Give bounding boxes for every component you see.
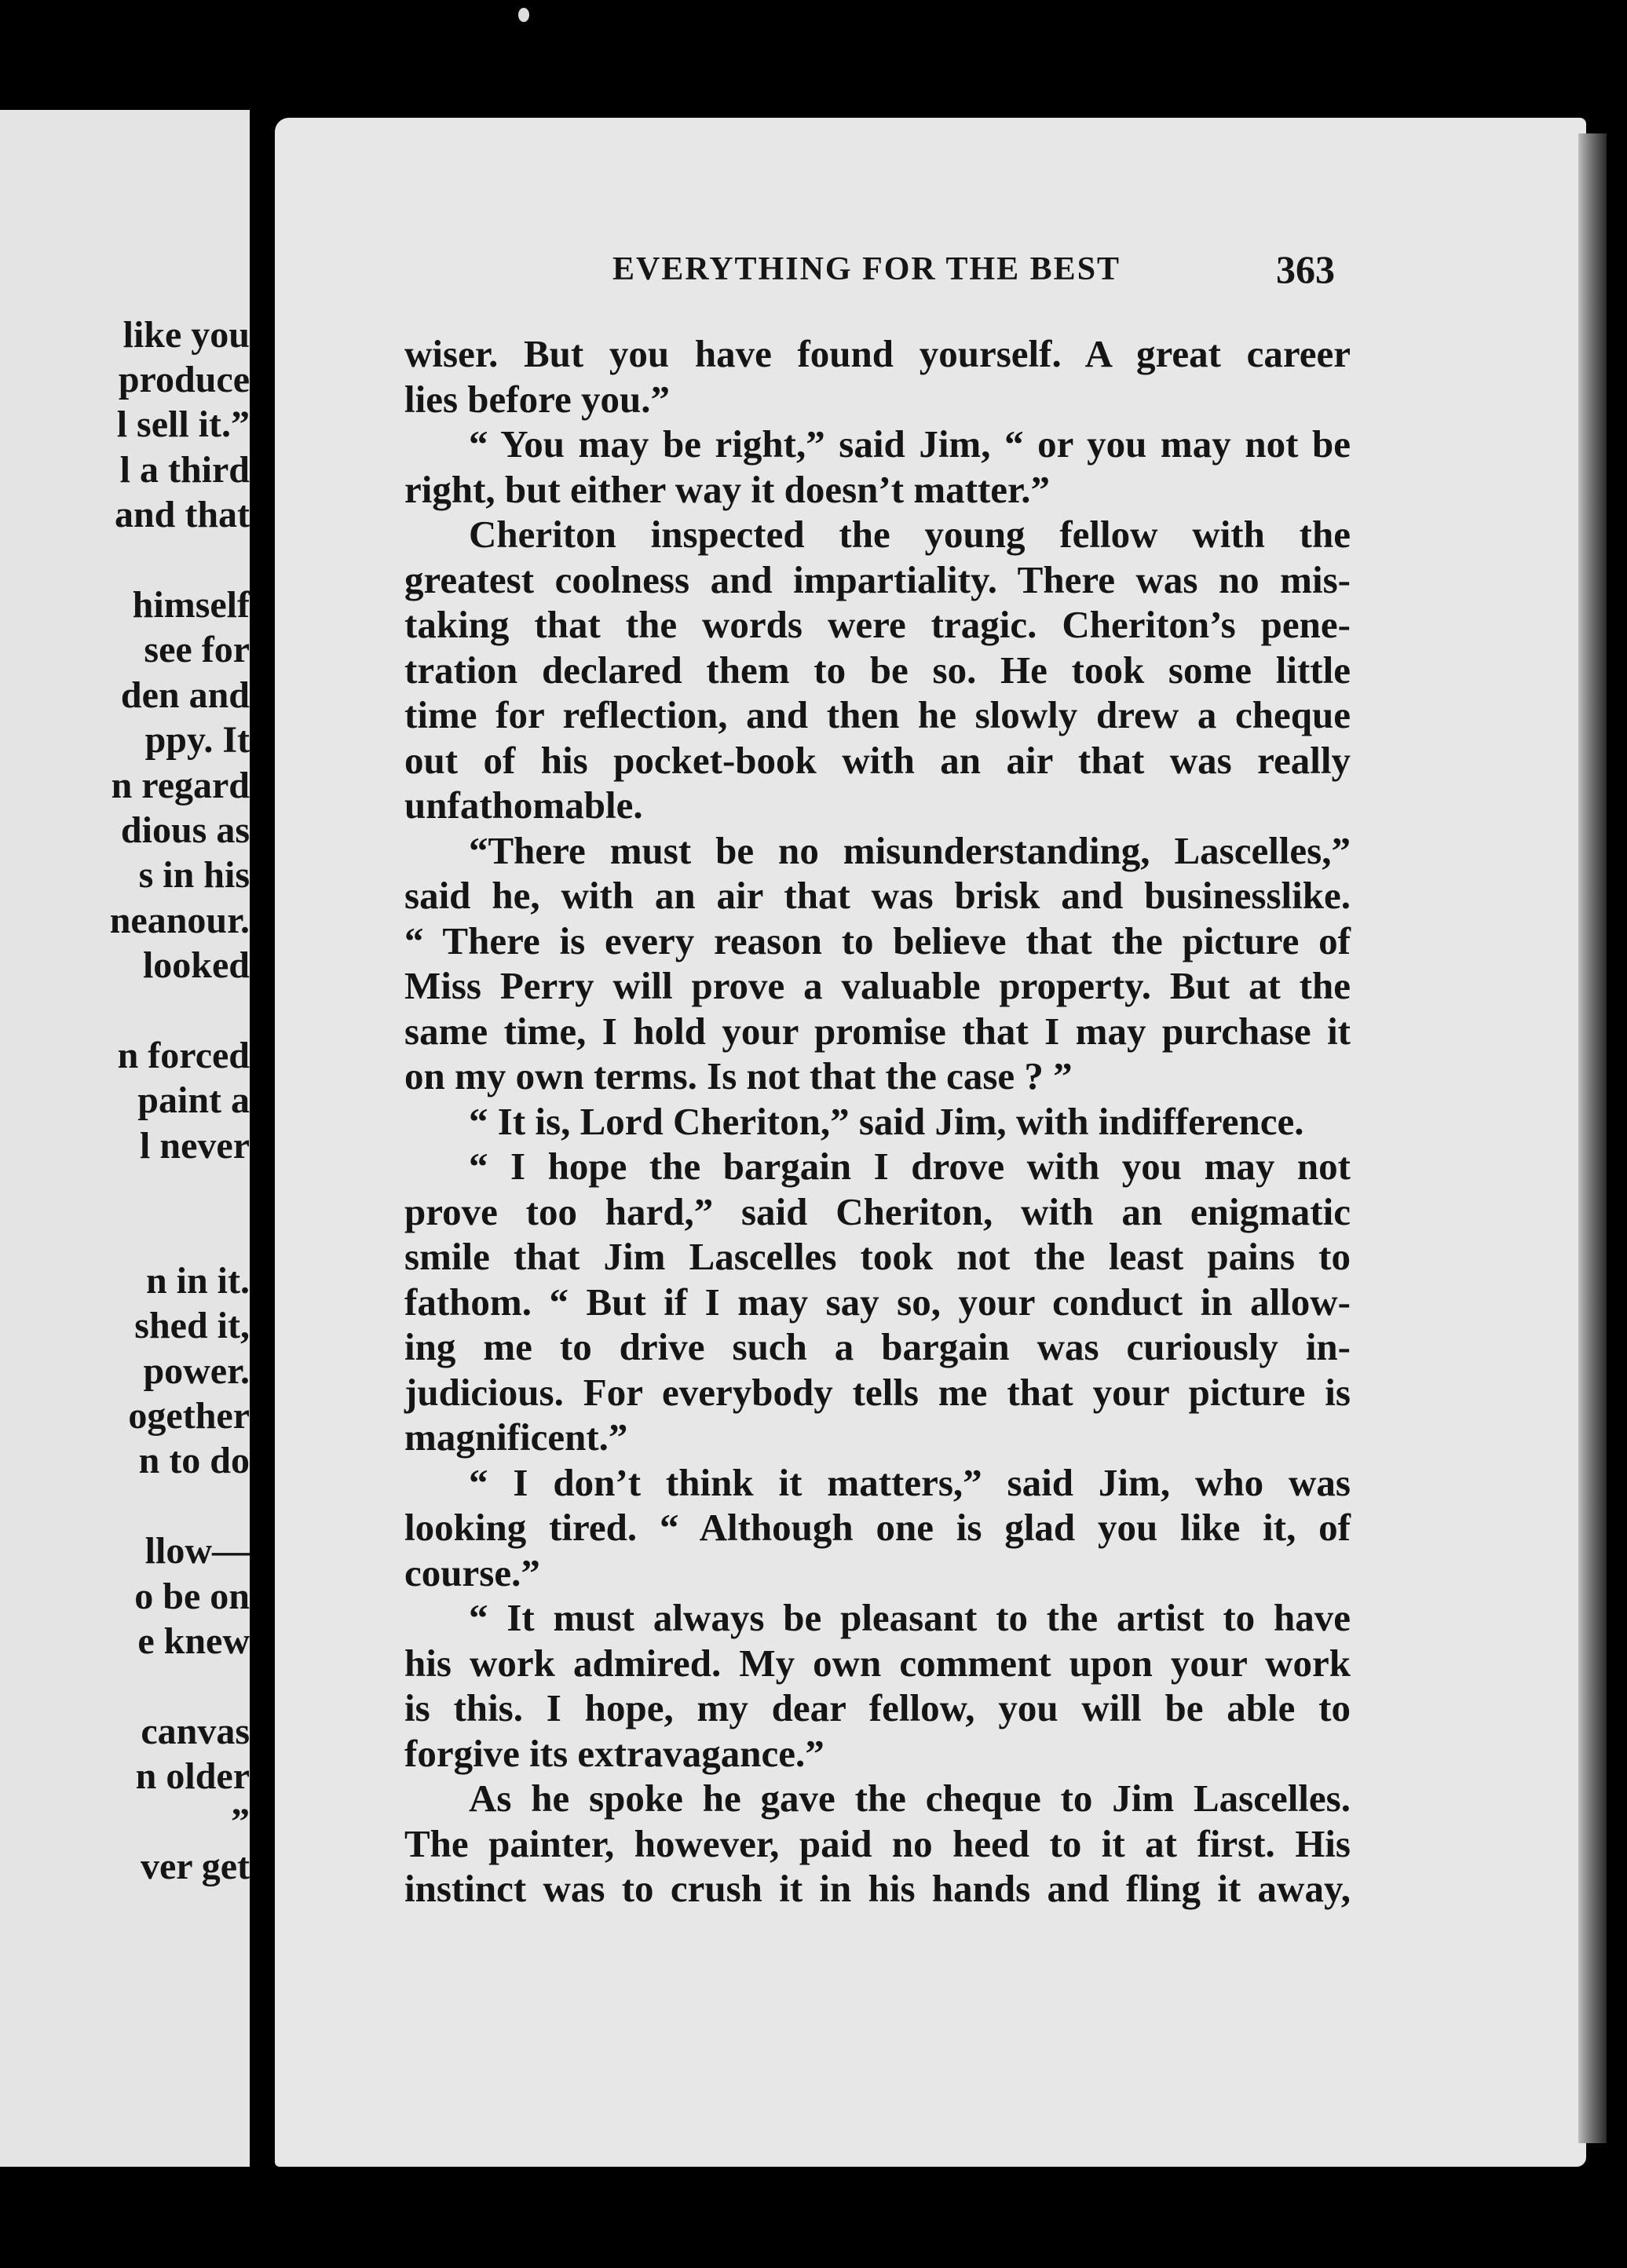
page-edge [1578,133,1607,2143]
left-page-line: llow— [144,1530,250,1572]
left-page-line: shed it, [134,1305,250,1346]
text-line: “ There is every reason to believe that the picture of [404,919,1351,962]
left-page-line: ” [231,1801,250,1843]
left-page-line: neanour. [109,900,250,941]
text-line: judicious. For everybody tells me that your picture is [404,1371,1351,1414]
left-page-line: ppy. It [144,719,250,761]
text-line: smile that Jim Lascelles took not the least pains to [404,1235,1351,1278]
text-line: time for reflection, and then he slowly drew a cheque [404,693,1351,736]
text-line: magnificent.” [404,1415,628,1459]
text-line: instinct was to crush it in his hands and fling it away, [404,1867,1351,1910]
text-line: “ It must always be pleasant to the artist to have [469,1596,1351,1639]
left-page-line: looked [142,944,250,986]
left-page-line: n regard [111,765,250,806]
text-line: is this. I hope, my dear fellow, you will be able to [404,1686,1351,1729]
text-line: “There must be no misunderstanding, Lascelles,” [469,829,1351,872]
left-page [0,110,261,2167]
left-page-line: power. [143,1350,250,1392]
text-line: prove too hard,” said Cheriton, with an enigmatic [404,1190,1351,1233]
left-page-line: like you [122,314,250,356]
text-line: out of his pocket-book with an air that was really [404,739,1351,782]
text-line: said he, with an air that was brisk and businesslike. [404,874,1351,917]
left-page-line: l never [140,1125,250,1167]
dust-speck [518,8,529,22]
left-page-line: n to do [138,1440,250,1481]
left-page-line: e knew [137,1620,250,1662]
running-head: EVERYTHING FOR THE BEST [612,251,1121,287]
left-page-line: produce [118,359,250,400]
page-number: 363 [1276,247,1335,291]
left-page-line: n older [135,1755,250,1797]
text-line: Miss Perry will prove a valuable property. But at the [404,964,1351,1007]
text-line: looking tired. “ Although one is glad you like it, of [404,1506,1351,1549]
text-line: taking that the words were tragic. Cheriton’s pene- [404,603,1351,646]
text-line: forgive its extravagance.” [404,1732,824,1775]
left-page-line: ogether [128,1395,250,1437]
text-line: greatest coolness and impartiality. There was no mis- [404,558,1351,601]
left-page-line: dious as [120,809,250,851]
text-line: As he spoke he gave the cheque to Jim Lascelles. [469,1777,1351,1820]
text-line: tration declared them to be so. He took some little [404,648,1351,692]
left-page-line: ver get [140,1846,250,1887]
text-line: “ It is, Lord Cheriton,” said Jim, with indifference. [469,1100,1304,1143]
text-line: “ You may be right,” said Jim, “ or you may not be [469,422,1351,466]
left-page-line: den and [120,674,250,716]
left-page-line: see for [144,629,250,670]
left-page-line: paint a [137,1079,250,1121]
text-line: course.” [404,1551,540,1594]
text-line: same time, I hold your promise that I may purchase it [404,1010,1351,1053]
left-page-line: n forced [117,1035,250,1076]
left-page-line: and that [114,494,250,535]
text-line: on my own terms. Is not that the case ? ” [404,1054,1073,1097]
text-line: Cheriton inspected the young fellow with the [469,513,1351,556]
left-page-line: o be on [134,1576,250,1617]
text-line: “ I hope the bargain I drove with you may not [469,1145,1351,1188]
left-page-line: l a third [119,449,250,491]
text-line: “ I don’t think it matters,” said Jim, who was [469,1461,1351,1504]
text-line: The painter, however, paid no heed to it at first. His [404,1822,1351,1865]
text-line: unfathomable. [404,783,643,827]
left-page-line: s in his [138,854,250,896]
left-page-line: canvas [141,1711,250,1752]
left-page-line: himself [132,584,250,626]
left-page-line: l sell it.” [116,404,250,445]
left-page-line: n in it. [145,1260,250,1302]
text-line: wiser. But you have found yourself. A great career [404,332,1351,375]
text-line: right, but either way it doesn’t matter.” [404,468,1051,511]
text-line: fathom. “ But if I may say so, your conduct in allow- [404,1280,1351,1324]
text-line: ing me to drive such a bargain was curiously in- [404,1325,1351,1368]
text-line: his work admired. My own comment upon your work [404,1642,1351,1685]
text-line: lies before you.” [404,378,670,421]
